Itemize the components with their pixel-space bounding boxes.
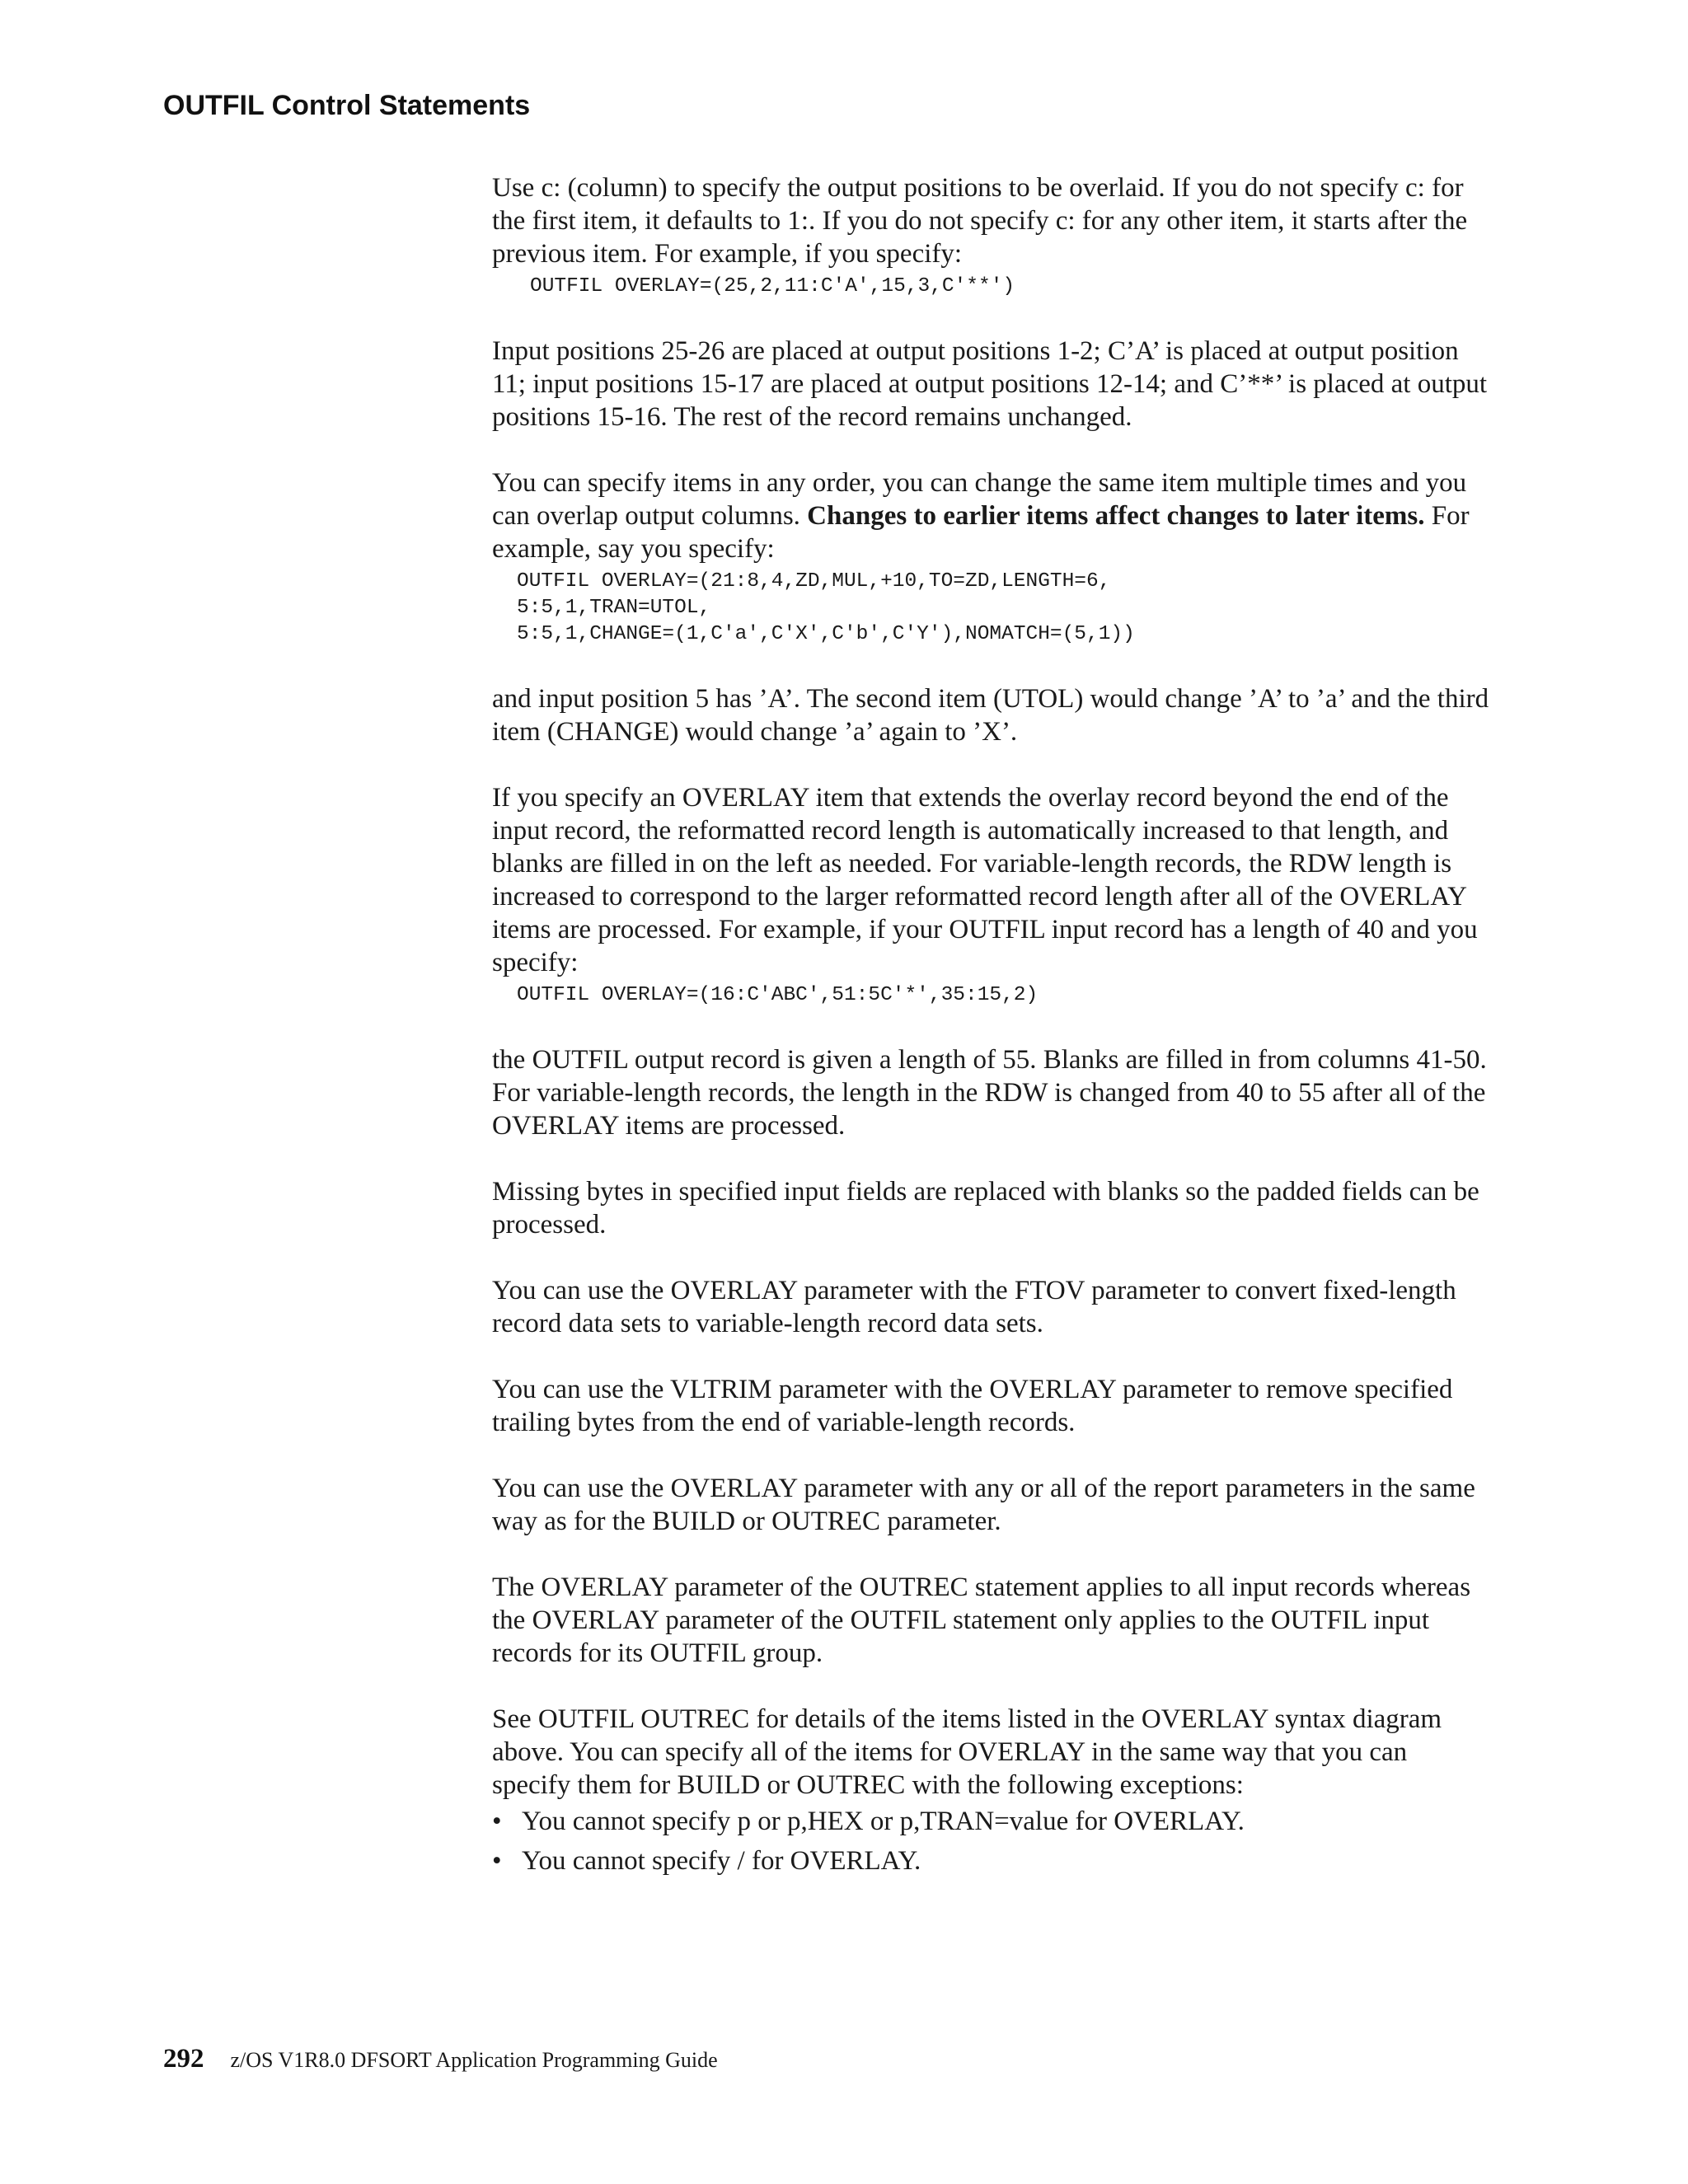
paragraph-utol-change: and input position 5 has ’A’. The second item (UTOL) would change ’A’ to ’a’ and the third item (CHANGE) would change ’a’ again to ’X’. [492, 684, 1489, 747]
paragraph-missing-bytes: Missing bytes in specified input fields are replaced with blanks so the padded fields can be processed. [492, 1177, 1479, 1240]
page-number: 292 [163, 2044, 204, 2074]
page-footer [163, 2044, 718, 2074]
emphasis-changes-note: Changes to earlier items affect changes to later items. [807, 501, 1425, 531]
exceptions-list [492, 1805, 1489, 1877]
list-item [492, 1805, 1489, 1838]
paragraph-outrec-vs-outfil: The OVERLAY parameter of the OUTREC statement applies to all input records whereas the OVERLAY parameter of the OUTFIL statement only applies to the OUTFIL input records for its OUTFIL group. [492, 1572, 1471, 1668]
running-head-title: OUTFIL Control Statements [163, 90, 531, 121]
paragraph-item-order-end: For example, say you specify: [492, 501, 1470, 564]
paragraph-exceptions: See OUTFIL OUTREC for details of the items listed in the OVERLAY syntax diagram above. You can specify all of the items for OVERLAY in the same way that you can specify them for BUILD or OUTREC with the following exceptions: [492, 1704, 1442, 1800]
list-item-text: You cannot specify p or p,HEX or p,TRAN=value for OVERLAY. [522, 1807, 1245, 1836]
paragraph-ftov: You can use the OVERLAY parameter with the FTOV parameter to convert fixed-length record data sets to variable-length record data sets. [492, 1276, 1456, 1338]
paragraph-extend-record: If you specify an OVERLAY item that extends the overlay record beyond the end of the input record, the reformatted record length is automatically increased to that length, and blanks are filled in on the left as needed. For variable-length records, the RDW length is increased to correspond to the larger reformatted record length after all of the OVERLAY items are processed. For example, if your OUTFIL input record has a length of 40 and you specify: [492, 783, 1478, 977]
paragraph-output-length: the OUTFIL output record is given a length of 55. Blanks are filled in from columns 41-50. For variable-length records, the length in the RDW is changed from 40 to 55 after all of the OVERLAY items are processed. [492, 1045, 1487, 1141]
paragraph-item-order [492, 466, 1489, 565]
paragraph-report-params: You can use the OVERLAY parameter with any or all of the report parameters in the same way as for the BUILD or OUTREC parameter. [492, 1474, 1475, 1536]
paragraph-overlay-result: Input positions 25-26 are placed at output positions 1-2; C’A’ is placed at output position 11; input positions 15-17 are placed at output positions 12-14; and C’**’ is placed at output positions 15-16. The rest of the record remains unchanged. [492, 336, 1488, 432]
paragraph-column-spec: Use c: (column) to specify the output positions to be overlaid. If you do not specify c: for the first item, it defaults to 1:. If you do not specify c: for any other item, it starts after the previous item. For example, if you specify: [492, 173, 1468, 269]
paragraph-vltrim: You can use the VLTRIM parameter with the OVERLAY parameter to remove specified trailing bytes from the end of variable-length records. [492, 1375, 1453, 1437]
code-example-overlay-1: OUTFIL OVERLAY=(25,2,11:C'A',15,3,C'**') [530, 275, 1015, 298]
list-item-text: You cannot specify / for OVERLAY. [522, 1846, 921, 1876]
bullet-icon: • [492, 1807, 502, 1836]
list-item [492, 1844, 1489, 1877]
bullet-icon: • [492, 1846, 502, 1876]
code-example-overlay-3: OUTFIL OVERLAY=(16:C'ABC',51:5C'*',35:15,2) [517, 984, 1039, 1006]
code-example-overlay-2: OUTFIL OVERLAY=(21:8,4,ZD,MUL,+10,TO=ZD,LENGTH=6, 5:5,1,TRAN=UTOL, 5:5,1,CHANGE=(1,C'a',C'X',C'b',C'Y'),NOMATCH=(5,1)) [517, 570, 1135, 645]
footer-doc-title: z/OS V1R8.0 DFSORT Application Programming Guide [230, 2048, 718, 2072]
document-body [492, 171, 1489, 1884]
paragraph-item-order-start: You can specify items in any order, you can change the same item multiple times and you can overlap output columns. [492, 468, 1467, 531]
